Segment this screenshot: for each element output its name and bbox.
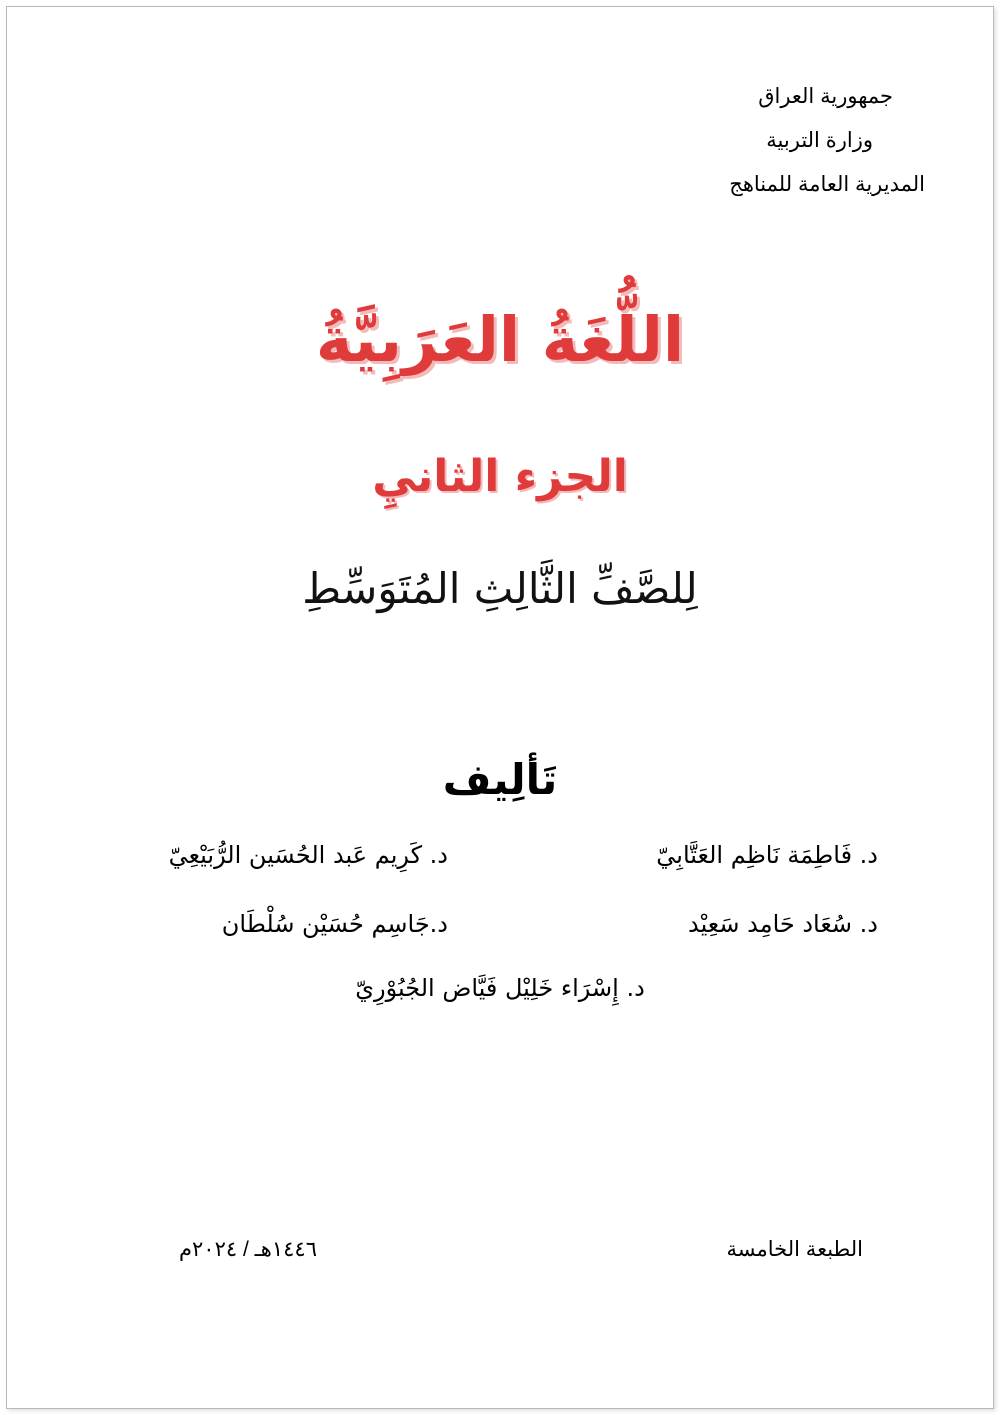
ministry-name: وزارة التربية [766,129,873,152]
country-name: جمهورية العراق [758,85,893,108]
document-page [6,6,994,1409]
author-name: د. فَاطِمَة نَاظِم العَتَّابِيّ [656,841,878,869]
edition-label: الطبعة الخامسة [726,1238,863,1261]
author-name: د. إِسْرَاء خَلِيْل فَيَّاض الجُبُوْرِيّ [355,974,645,1002]
issuing-authority [729,75,925,207]
directorate-name: المديرية العامة للمناهج [729,173,925,196]
author-name: د. سُعَاد حَامِد سَعِيْد [687,910,878,938]
publication-date: ١٤٤٦هـ / ٢٠٢٤م [179,1238,317,1261]
author-name: د.جَاسِم حُسَيْن سُلْطَان [221,910,448,938]
book-title: اللُّغَةُ العَرَبِيَّةُ [315,303,685,376]
book-grade: لِلصَّفِّ الثَّالِثِ المُتَوَسِّطِ [302,564,698,613]
authorship-heading: تَألِيف [442,755,558,804]
author-name: د. كَرِيم عَبد الحُسَين الرُّبَيْعِيّ [168,841,448,869]
book-part: الجزء الثانيِ [372,451,628,502]
